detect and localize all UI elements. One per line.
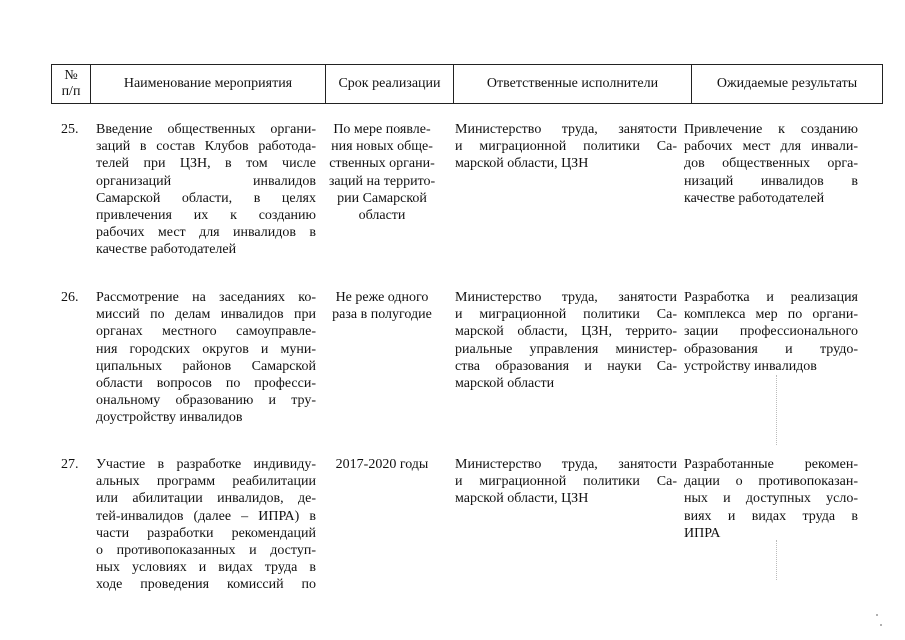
row-25-result-line: рабочих мест для инвали-: [684, 139, 858, 155]
row-25-result: [684, 121, 858, 207]
row-26-name-line: ципальных районов Самарской: [96, 358, 316, 374]
scan-artifact-speck: [880, 624, 882, 626]
row-27-term-line: 2017-2020 годы: [335, 457, 429, 472]
header-num-text: № п/п: [61, 68, 81, 99]
header-result: Ожидаемые результаты: [692, 65, 883, 104]
row-26-result: [684, 289, 858, 375]
row-26-resp-line: риальные управления министер-: [455, 341, 677, 357]
row-27-name-line: Участие в разработке индивиду-: [96, 457, 316, 472]
row-26-resp-line: Министерство труда, занятости: [455, 290, 677, 305]
row-25-name-line: рабочих мест для инвалидов в: [96, 225, 316, 241]
row-25-name-line: телей при ЦЗН, в том числе: [96, 156, 316, 172]
row-25-resp-line: марской области, ЦЗН: [455, 156, 589, 172]
row-25-result-line: качестве работодателей: [684, 190, 825, 206]
row-26-term-line: раза в полугодие: [332, 307, 432, 323]
row-25-result-line: Привлечение к созданию: [684, 122, 858, 137]
row-25-term-line: ственных органи-: [329, 156, 435, 172]
row-26-result-line: устройству инвалидов: [684, 358, 817, 374]
row-26-resp-line: и миграционной политики Са-: [455, 307, 677, 323]
row-26-name-line: доустройству инвалидов: [96, 410, 243, 426]
row-26-name-line: ния городских округов и муни-: [96, 341, 316, 357]
row-26-resp-line: марской области, ЦЗН, террито-: [455, 324, 677, 340]
row-26-name-line: органах местного самоуправле-: [96, 324, 316, 340]
row-26-resp-line: ства образования и науки Са-: [455, 358, 677, 374]
row-26-result-line: комплекса мер по органи-: [684, 307, 858, 323]
row-25-resp-line: Министерство труда, занятости: [455, 122, 677, 137]
row-25-term-line: По мере появле-: [333, 122, 431, 137]
row-26-name-line: ональному образованию и тру-: [96, 393, 316, 409]
header-resp: Ответственные исполнители: [454, 65, 692, 104]
scan-artifact-dotted-line: [776, 540, 779, 580]
row-27-resp-line: Министерство труда, занятости: [455, 457, 677, 472]
row-27-result-line: виях и видах труда в: [684, 508, 858, 524]
row-27-name-line: части разработки рекомендаций: [96, 525, 316, 541]
table-header: [51, 64, 883, 104]
row-25-name-line: привлечения их к созданию: [96, 208, 316, 224]
row-27-name-line: тей-инвалидов (далее – ИПРА) в: [96, 508, 316, 524]
row-25-name-line: Самарской области, в целях: [96, 190, 316, 206]
header-term: Срок реализации: [326, 65, 454, 104]
header-name: Наименование мероприятия: [91, 65, 326, 104]
row-27-name-line: ных условиях и видах труда в: [96, 560, 316, 576]
row-27-resp-line: марской области, ЦЗН: [455, 491, 589, 507]
row-27-resp-line: и миграционной политики Са-: [455, 474, 677, 490]
scan-artifact-speck: [876, 614, 878, 616]
row-25-term: [321, 121, 443, 224]
row-26-resp: [455, 289, 677, 392]
row-27-name-line: о противопоказанных и доступ-: [96, 543, 316, 559]
row-27-result-line: дации о противопоказан-: [684, 474, 858, 490]
row-26-name-line: Рассмотрение на заседаниях ко-: [96, 290, 316, 305]
row-25-term-line: области: [358, 208, 406, 224]
row-25-term-line: заций на террито-: [328, 173, 436, 189]
row-27-term: [321, 456, 443, 473]
row-26-result-line: образования и трудо-: [684, 341, 858, 357]
row-25-name-line: качестве работодателей: [96, 242, 237, 258]
row-25-term-line: ния новых обще-: [331, 139, 433, 155]
row-27-result-line: Разработанные рекомен-: [684, 457, 858, 472]
row-25-num: 25.: [61, 122, 79, 137]
row-25-name: [96, 121, 316, 259]
row-25-name-line: заций в состав Клубов работода-: [96, 139, 316, 155]
row-26-term-line: Не реже одного: [335, 290, 429, 305]
row-27-num: 27.: [61, 457, 79, 472]
row-27-name-line: ходе проведения комиссий по: [96, 577, 316, 593]
header-num: [52, 65, 91, 104]
row-25-resp: [455, 121, 677, 173]
row-26-result-line: Разработка и реализация: [684, 290, 858, 305]
row-27-name-line: альных программ реабилитации: [96, 474, 316, 490]
row-26-num: 26.: [61, 290, 79, 305]
row-25-result-line: низаций инвалидов в: [684, 173, 858, 189]
row-25-result-line: дов общественных орга-: [684, 156, 858, 172]
row-25-name-line: Введение общественных органи-: [96, 122, 316, 137]
row-26-result-line: зации профессионального: [684, 324, 858, 340]
row-26-name-line: миссий по делам инвалидов при: [96, 307, 316, 323]
row-26-term: [321, 289, 443, 323]
row-27-name: [96, 456, 316, 594]
row-25-resp-line: и миграционной политики Са-: [455, 139, 677, 155]
row-27-result: [684, 456, 858, 542]
row-26-name: [96, 289, 316, 427]
row-27-result-line: ных и доступных усло-: [684, 491, 858, 507]
row-27-name-line: или абилитации инвалидов, де-: [96, 491, 316, 507]
scan-artifact-dotted-line: [776, 375, 779, 445]
row-27-resp: [455, 456, 677, 508]
row-25-term-line: рии Самарской: [337, 190, 427, 206]
row-25-name-line: организаций инвалидов: [96, 173, 316, 189]
row-26-resp-line: марской области: [455, 376, 555, 392]
row-26-name-line: области вопросов по професси-: [96, 376, 316, 392]
row-27-result-line: ИПРА: [684, 525, 721, 541]
